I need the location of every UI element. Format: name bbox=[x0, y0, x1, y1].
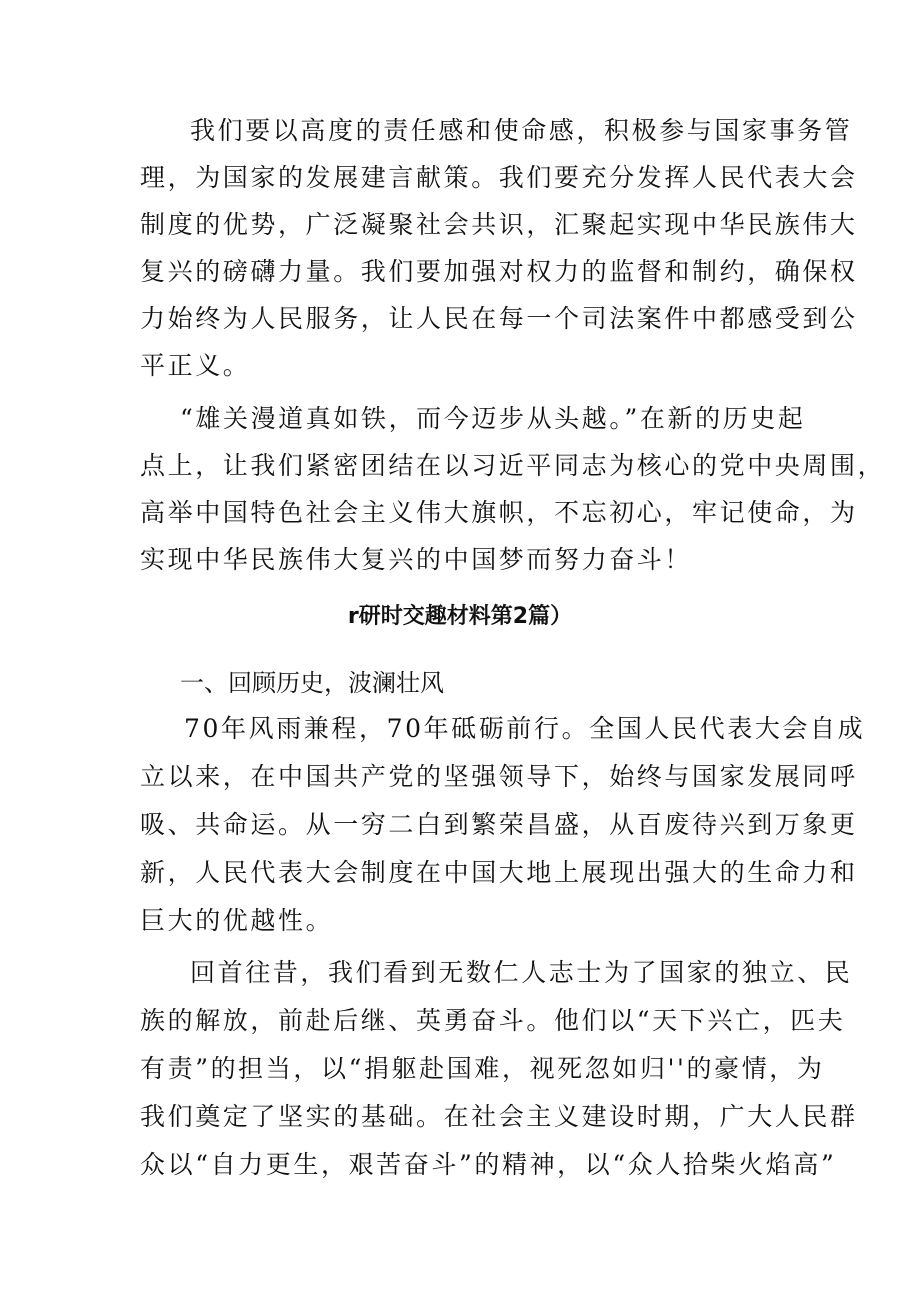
paragraph-1-line-1: 我们要以高度的责任感和使命感，积极参与国家事务管 bbox=[190, 116, 853, 145]
article-heading: r研时交趣材料第2篇） bbox=[347, 604, 573, 629]
paragraph-4-line-5: 众以“自力更生，艰苦奋斗”的精神，以“众人拾柴火焰高” bbox=[140, 1150, 837, 1179]
section-heading: 一、回顾历史，波澜壮风 bbox=[180, 669, 444, 697]
paragraph-1-line-3: 制度的优势，广泛凝聚社会共识，汇聚起实现中华民族伟大 bbox=[140, 210, 858, 239]
paragraph-3-line-5: 巨大的优越性。 bbox=[140, 906, 334, 935]
paragraph-2-line-4: 实现中华民族伟大复兴的中国梦而努力奋斗！ bbox=[140, 545, 693, 574]
paragraph-1-line-4: 复兴的磅礴力量。我们要加强对权力的监督和制约，确保权 bbox=[140, 257, 858, 286]
paragraph-4-line-2: 族的解放，前赴后继、英勇奋斗。他们以“天下兴亡，匹夫 bbox=[140, 1006, 846, 1035]
paragraph-1-line-5: 力始终为人民服务，让人民在每一个司法案件中都感受到公 bbox=[140, 304, 858, 333]
paragraph-2-line-3: 高举中国特色社会主义伟大旗帜，不忘初心，牢记使命，为 bbox=[140, 498, 858, 527]
paragraph-4-line-1: 回首往昔，我们看到无数仁人志士为了国家的独立、民 bbox=[190, 958, 853, 987]
paragraph-4-line-4: 我们奠定了坚实的基础。在社会主义建设时期，广大人民群 bbox=[140, 1102, 858, 1131]
paragraph-2-line-1: “雄关漫道真如铁，而今迈步从头越。”在新的历史起 bbox=[180, 404, 806, 433]
paragraph-4-line-3: 有责”的担当，以“捐躯赴国难，视死忽如归''的豪情，为 bbox=[140, 1054, 825, 1083]
paragraph-1-line-6: 平正义。 bbox=[140, 351, 251, 380]
paragraph-3-line-3: 吸、共命运。从一穷二白到繁荣昌盛，从百废待兴到万象更 bbox=[140, 810, 858, 839]
paragraph-2-line-2: 点上，让我们紧密团结在以习近平同志为核心的党中央周围， bbox=[140, 451, 886, 480]
paragraph-3-line-1: 70年风雨兼程，70年砥砺前行。全国人民代表大会自成 bbox=[184, 714, 866, 743]
paragraph-3-line-2: 立以来，在中国共产党的坚强领导下，始终与国家发展同呼 bbox=[140, 762, 858, 791]
paragraph-1-line-2: 理，为国家的发展建言献策。我们要充分发挥人民代表大会 bbox=[140, 163, 858, 192]
paragraph-3-line-4: 新，人民代表大会制度在中国大地上展现出强大的生命力和 bbox=[140, 858, 858, 887]
